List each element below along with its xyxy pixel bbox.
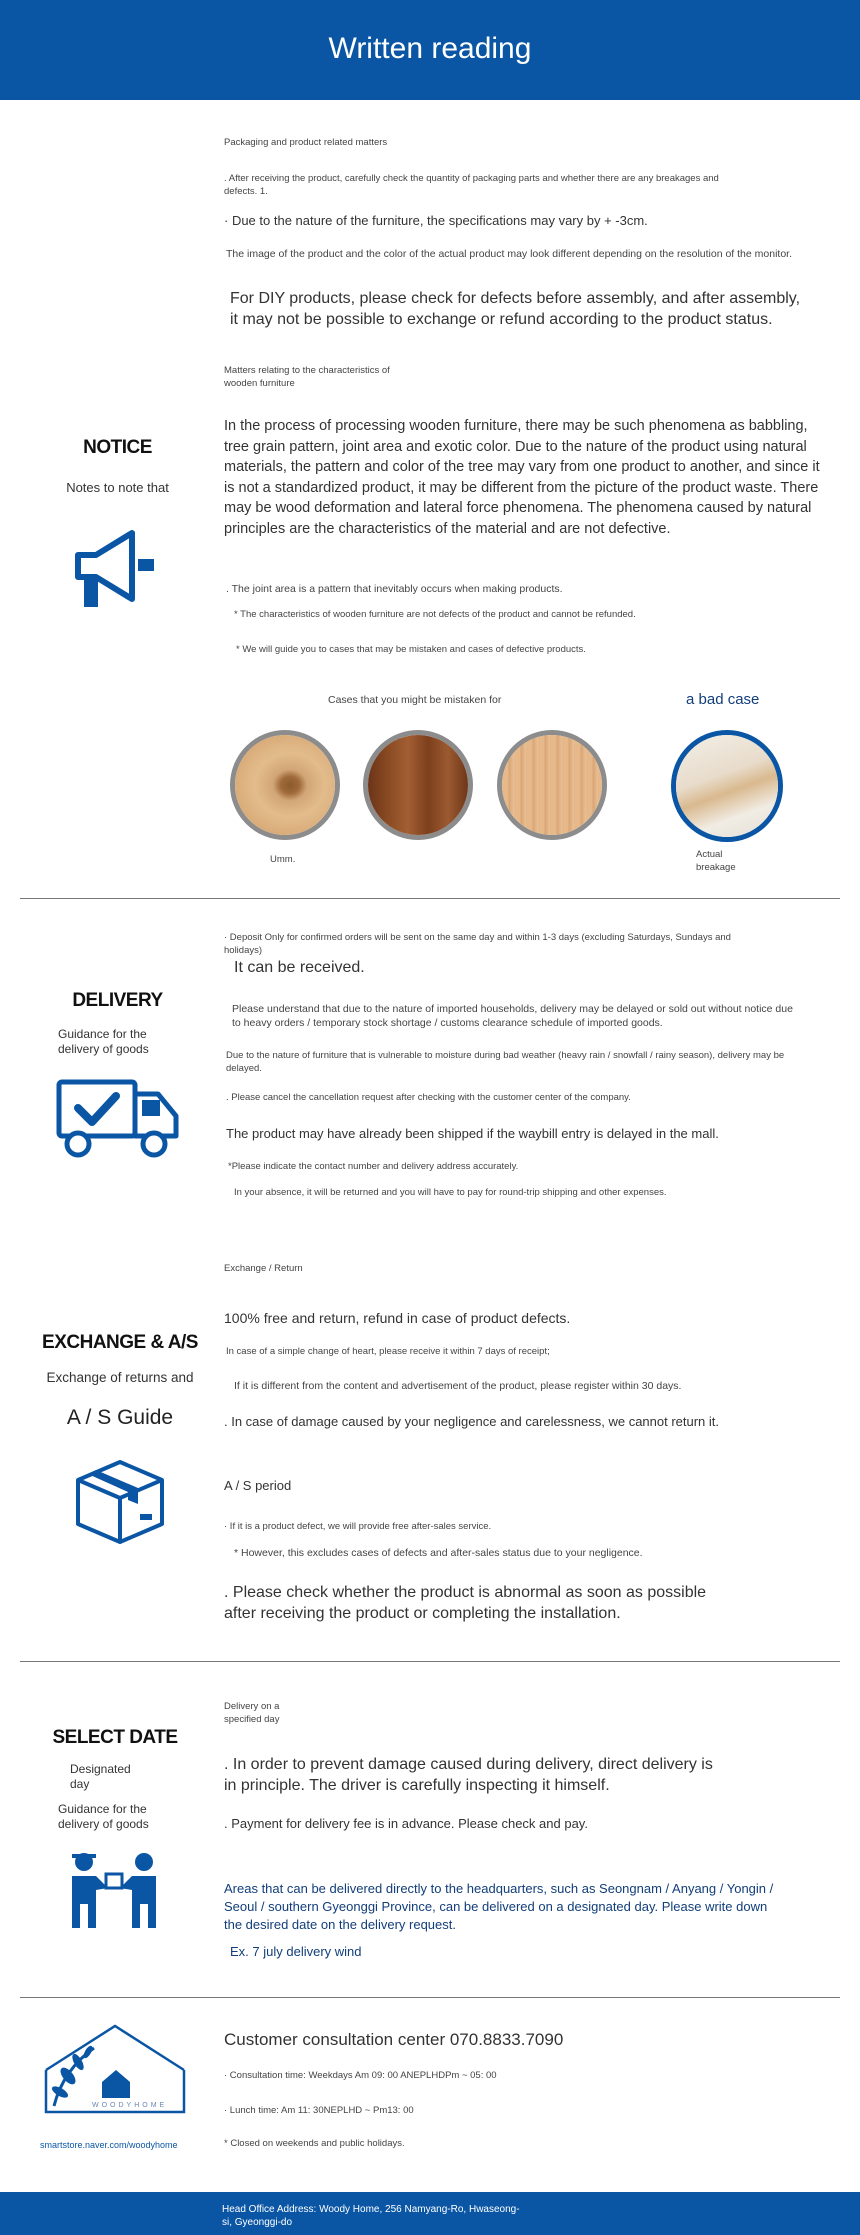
exchange-item-4: . In case of damage caused by your negligence and carelessness, we cannot return it.	[224, 1414, 720, 1429]
megaphone-icon	[74, 525, 164, 615]
as-item-2: * However, this excludes cases of defects and after-sales status due to your negligence.	[234, 1547, 643, 1559]
delivery-truck-icon	[56, 1078, 180, 1160]
packaging-title: Packaging and product related matters	[224, 137, 388, 148]
wood-paragraph: In the process of processing wooden furniture, there may be such phenomena as babbling, tree grain pattern, joint area and exotic color. Due to the nature of the product using natural materials, the pattern and color of the tree may vary from one product to another, and since it is not a standardized product, it may be different from the picture of the product waste. There may be wood deformation and lateral force phenomena. The phenomena caused by natural principles are the characteristics of the material and are not defective.	[224, 418, 820, 537]
exchange-item-1: 100% free and return, refund in case of product defects.	[224, 1310, 571, 1326]
wood-joint-image	[497, 730, 607, 840]
wood-dark-grain-image	[363, 730, 473, 840]
as-item-3: . Please check whether the product is abnormal as soon as possible after receiving the product or completing the installation.	[224, 1584, 707, 1622]
consultation-time: · Consultation time: Weekdays Am 09: 00 ANEPLHDPm ~ 05: 00	[224, 2070, 497, 2081]
bad-case-label: Actual breakage	[696, 849, 736, 873]
notice-heading: NOTICE	[83, 437, 152, 458]
breakage-image	[671, 730, 783, 842]
bad-case-title: a bad case	[686, 691, 760, 708]
wood-star-note-2: * We will guide you to cases that may be mistaken and cases of defective products.	[236, 644, 586, 655]
wood-knot-image	[230, 730, 340, 840]
select-date-subheading-2: Guidance for the delivery of goods	[58, 1802, 149, 1831]
section-divider	[20, 898, 840, 899]
handover-people-icon	[66, 1852, 162, 1928]
delivery-item-3: Please understand that due to the nature of imported households, delivery may be delayed or sold out without notice due to heavy orders / temporary stock shortage / customs clearance schedule of imported goods.	[232, 1003, 793, 1029]
woodyhome-logo	[40, 2022, 190, 2122]
select-date-subheading-1: Designated day	[70, 1762, 131, 1791]
exchange-subheading-2: A / S Guide	[66, 1406, 174, 1429]
exchange-item-2: In case of a simple change of heart, please receive it within 7 days of receipt;	[226, 1346, 550, 1357]
as-period-title: A / S period	[224, 1478, 292, 1493]
case-label-1: Umm.	[270, 854, 296, 865]
page-title: Written reading	[328, 32, 532, 65]
exchange-title: Exchange / Return	[224, 1263, 303, 1274]
mistaken-cases-title: Cases that you might be mistaken for	[328, 694, 502, 706]
delivery-areas-note: Areas that can be delivered directly to the headquarters, such as Seongnam / Anyang / Yongin / Seoul / southern Gyeonggi Province, can be delivered on a designated day. Please write down the desired date on the delivery request.	[224, 1881, 774, 1932]
wood-star-note-1: * The characteristics of wooden furniture are not defects of the product and cannot be refunded.	[234, 609, 636, 620]
exchange-heading: EXCHANGE & A/S	[42, 1332, 198, 1353]
as-item-1: · If it is a product defect, we will provide free after-sales service.	[224, 1521, 492, 1532]
delivery-heading: DELIVERY	[72, 990, 163, 1011]
packaging-item-2: · Due to the nature of the furniture, the specifications may vary by + -3cm.	[224, 213, 648, 228]
section-divider	[20, 1997, 840, 1998]
exchange-subheading-1: Exchange of returns and	[46, 1370, 194, 1385]
footer-address: Head Office Address: Woody Home, 256 Namyang-Ro, Hwaseong-si, Gyeonggi-do	[222, 2204, 520, 2228]
store-link[interactable]: smartstore.naver.com/woodyhome	[40, 2140, 178, 2150]
box-icon	[74, 1458, 166, 1546]
logo-text: WOODYHOME	[92, 2102, 168, 2109]
delivery-item-6: The product may have already been shipped if the waybill entry is delayed in the mall.	[226, 1126, 719, 1141]
lunch-time: · Lunch time: Am 11: 30NEPLHD ~ Pm13: 00	[224, 2105, 414, 2116]
closed-note: * Closed on weekends and public holidays.	[224, 2138, 405, 2149]
delivery-subheading: Guidance for the delivery of goods	[58, 1027, 149, 1056]
contact-title: Customer consultation center 070.8833.7090	[224, 2030, 564, 2049]
select-date-item-1: . In order to prevent damage caused during delivery, direct delivery is in principle. The driver is carefully inspecting it himself.	[224, 1756, 713, 1794]
delivery-item-5: . Please cancel the cancellation request after checking with the customer center of the company.	[226, 1092, 631, 1103]
packaging-item-3: The image of the product and the color of the actual product may look different depending on the resolution of the monitor.	[226, 248, 793, 260]
delivery-item-7: *Please indicate the contact number and delivery address accurately.	[228, 1161, 519, 1172]
delivery-item-8: In your absence, it will be returned and you will have to pay for round-trip shipping and other expenses.	[234, 1187, 667, 1198]
exchange-item-3: If it is different from the content and advertisement of the product, please register within 30 days.	[234, 1380, 682, 1392]
select-date-title: Delivery on a specified day	[224, 1701, 280, 1725]
delivery-item-1: · Deposit Only for confirmed orders will be sent on the same day and within 1-3 days (excluding Saturdays, Sundays and holidays)	[224, 932, 731, 956]
wood-title: Matters relating to the characteristics of wooden furniture	[224, 365, 390, 389]
packaging-item-1: . After receiving the product, carefully check the quantity of packaging parts and whether there are any breakages and defects. 1.	[224, 173, 719, 197]
select-date-item-2: . Payment for delivery fee is in advance. Please check and pay.	[224, 1816, 588, 1831]
delivery-item-4: Due to the nature of furniture that is vulnerable to moisture during bad weather (heavy rain / snowfall / rainy season), delivery may be delayed.	[226, 1050, 785, 1074]
joint-note: . The joint area is a pattern that inevitably occurs when making products.	[226, 583, 563, 595]
delivery-item-2: It can be received.	[234, 959, 365, 976]
delivery-example: Ex. 7 july delivery wind	[230, 1944, 362, 1959]
packaging-item-4: For DIY products, please check for defects before assembly, and after assembly, it may not be possible to exchange or refund according to the product status.	[230, 290, 801, 328]
notice-subheading: Notes to note that	[66, 480, 169, 495]
section-divider	[20, 1661, 840, 1662]
select-date-heading: SELECT DATE	[52, 1727, 178, 1748]
